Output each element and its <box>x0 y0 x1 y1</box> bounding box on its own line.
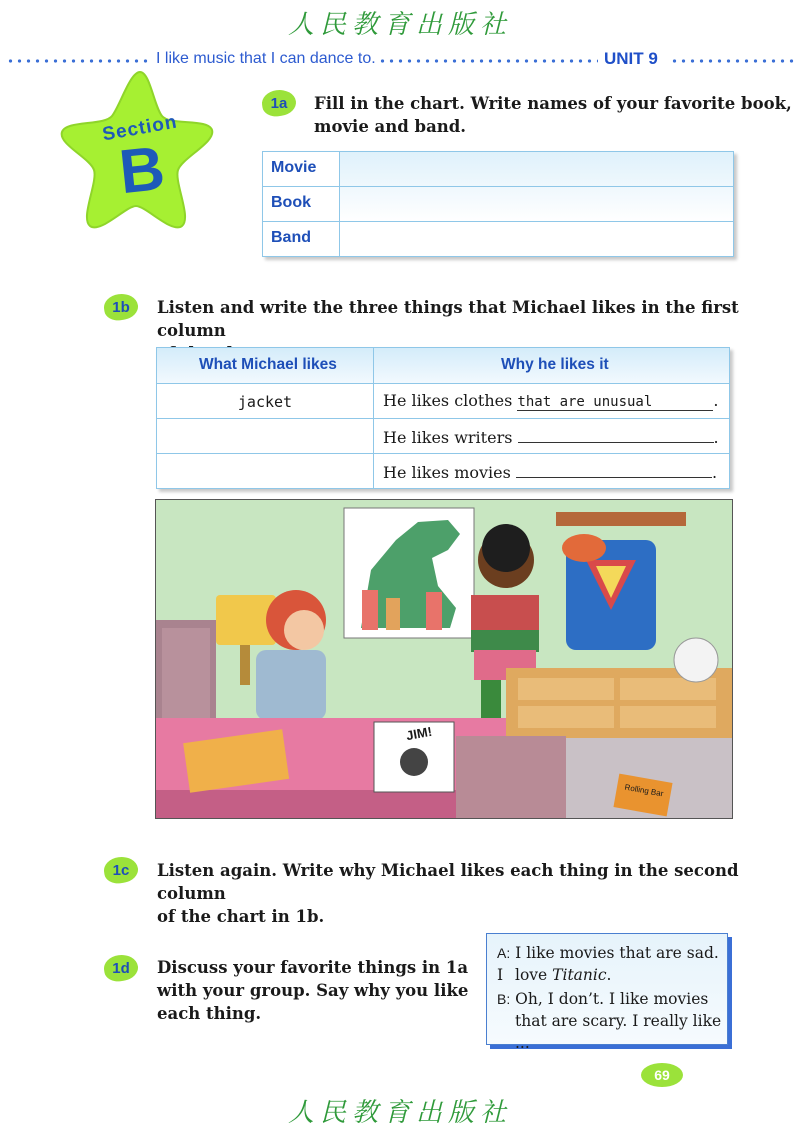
answer-blank-3[interactable] <box>516 461 712 478</box>
publisher-logo-top: 人民教育出版社 <box>287 10 512 40</box>
dialogue-box <box>486 933 728 1052</box>
task-badge-1a: 1a <box>262 90 296 116</box>
table-row: He likes clothes that are unusual . <box>383 391 719 410</box>
bedroom-illustration <box>155 499 733 819</box>
dialogue-line-b2: that are scary. I really like ... <box>515 1012 722 1052</box>
publisher-logo-bottom: 人民教育出版社 <box>287 1098 512 1128</box>
floor-book-title: Rolling Bar <box>623 782 665 799</box>
table-row <box>263 187 733 222</box>
dialogue-line-a1: A: I like movies that are sad. I <box>497 944 719 984</box>
section-word: Section <box>100 111 179 146</box>
table-row <box>263 222 733 256</box>
shirt-text: JIM! <box>404 723 434 744</box>
table-row: He likes writers . <box>383 428 719 447</box>
task-badge-1d: 1d <box>104 955 138 981</box>
instruction-1b: Listen and write the three things that Michael likes in the first column <box>157 298 739 340</box>
dialogue-line-b1: B: Oh, I don’t. I like movies <box>497 990 709 1008</box>
row-label-band: Band <box>271 229 311 246</box>
michael-likes-table <box>156 347 730 489</box>
section-star <box>58 66 218 236</box>
table-row <box>263 152 733 187</box>
header-dots-right <box>670 58 796 64</box>
answer-blank-2[interactable] <box>518 426 714 443</box>
table-header <box>157 348 729 384</box>
table-row: He likes movies . <box>383 463 718 482</box>
unit-label: UNIT 9 <box>604 49 658 68</box>
header-dots-middle <box>378 58 598 64</box>
instruction-1a: Fill in the chart. Write names of your favorite book, movie and band. <box>314 94 792 136</box>
task-badge-1c: 1c <box>104 857 138 883</box>
column-header-why: Why he likes it <box>501 356 609 373</box>
header-dots-left <box>6 58 150 64</box>
section-letter: B <box>116 133 168 208</box>
page-number: 69 <box>641 1063 683 1087</box>
answer-blank-1[interactable]: that are unusual <box>517 394 713 411</box>
column-header-what: What Michael likes <box>199 356 337 373</box>
bedroom-scene <box>156 500 732 818</box>
favorites-table <box>262 151 734 257</box>
row-label-movie: Movie <box>271 159 317 176</box>
answer-thing-1: jacket <box>237 393 293 411</box>
task-badge-1b: 1b <box>104 294 138 320</box>
instruction-1c: Listen again. Write why Michael likes each thing in the second column of the chart in 1b. <box>157 861 739 926</box>
instruction-1d: Discuss your favorite things in 1a with your group. Say why you like each thing. <box>157 958 469 1023</box>
row-label-book: Book <box>271 194 311 211</box>
dialogue-line-a2: love Titanic. <box>515 966 612 984</box>
unit-subtitle: I like music that I can dance to. <box>156 50 376 67</box>
